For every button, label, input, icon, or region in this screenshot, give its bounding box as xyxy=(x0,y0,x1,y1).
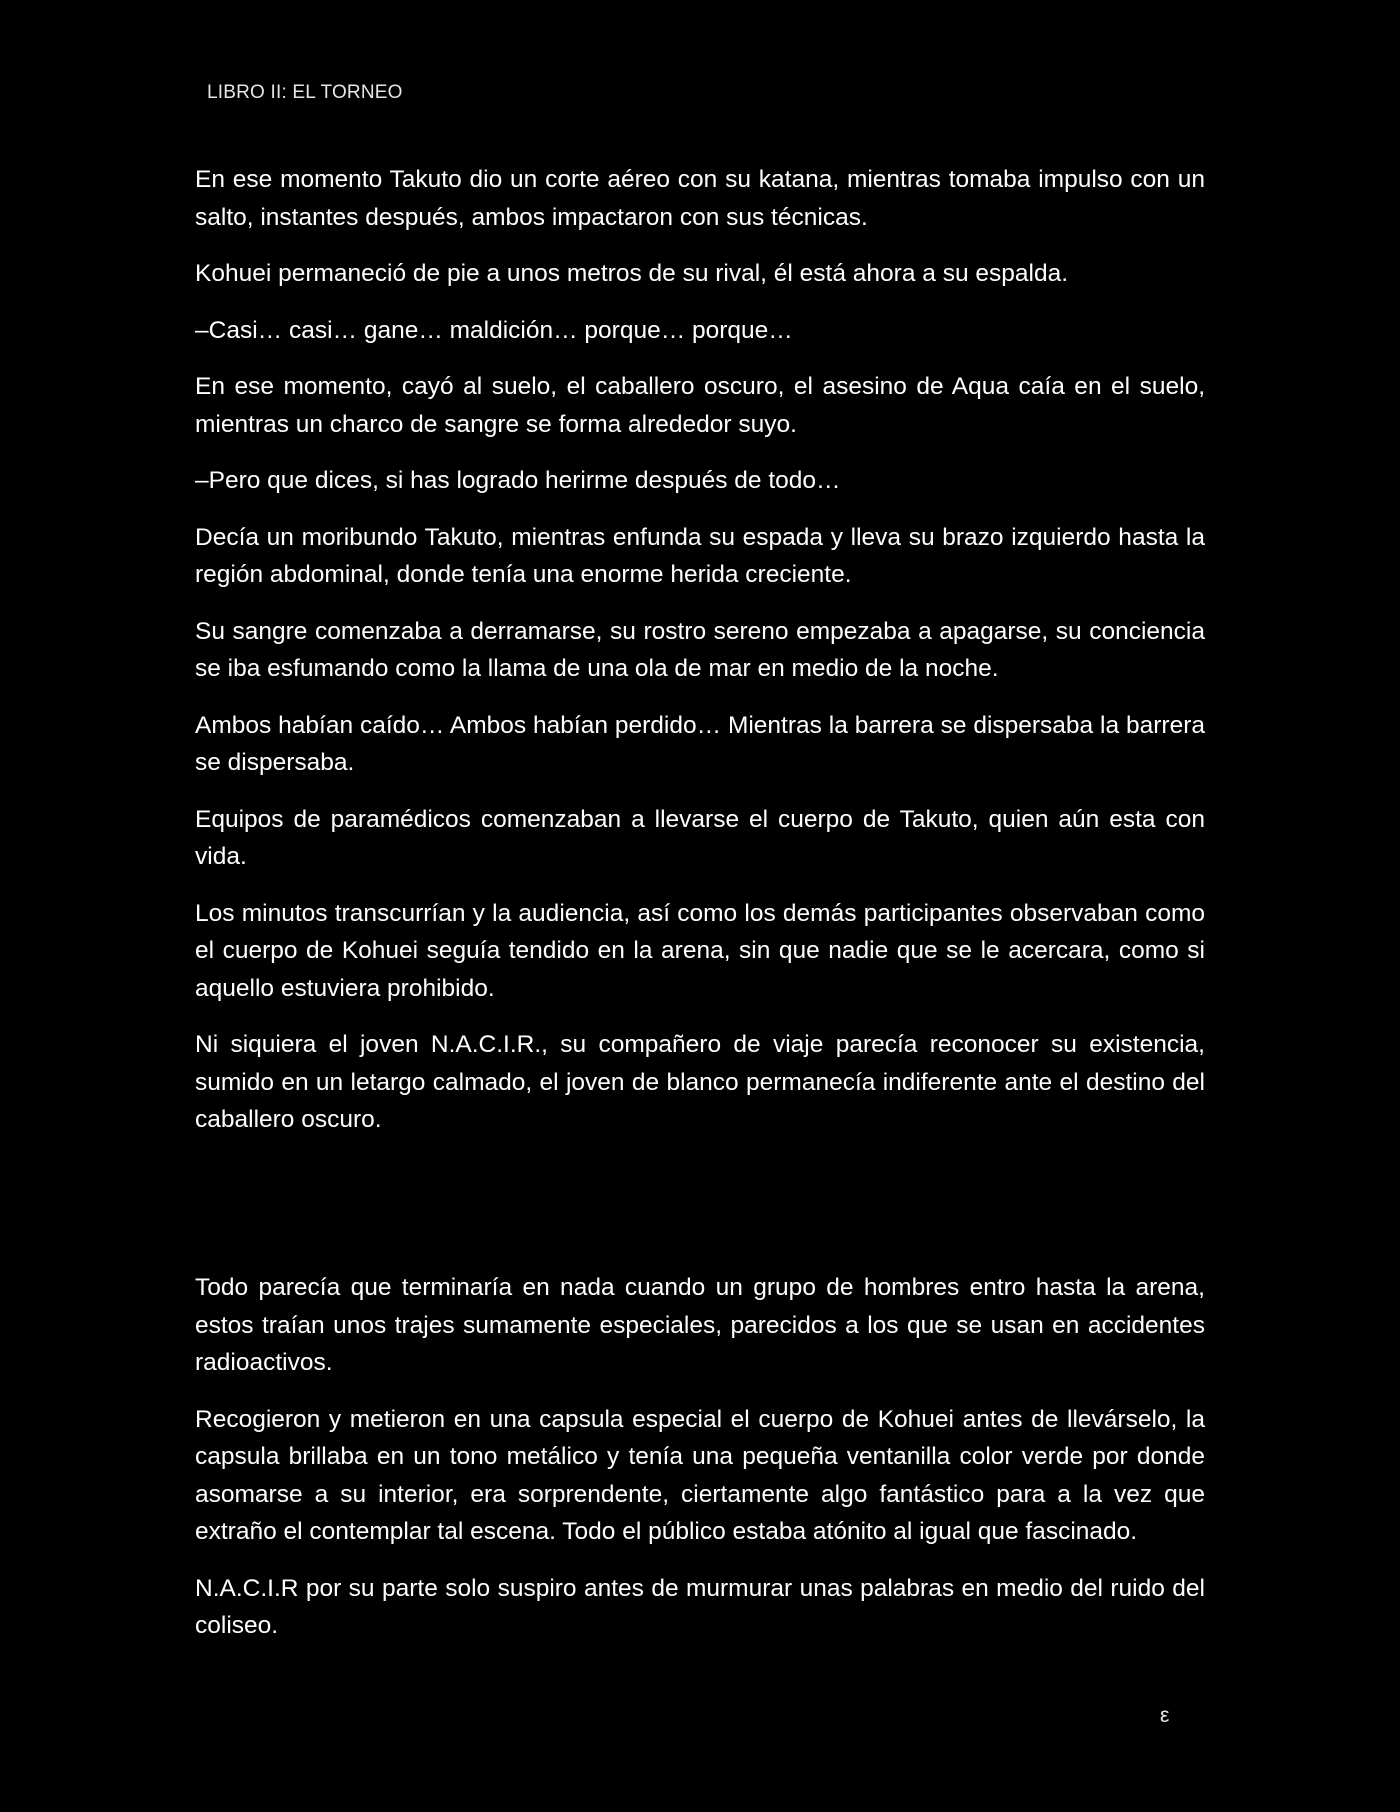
paragraph: –Casi… casi… gane… maldición… porque… porque… xyxy=(195,316,793,344)
paragraph: Decía un moribundo Takuto, mientras enfunda su espada y lleva su brazo izquierdo hasta la región abdominal, donde tenía una enorme herida creciente. xyxy=(195,523,1205,588)
paragraph: N.A.C.I.R por su parte solo suspiro antes de murmurar unas palabras en medio del ruido del coliseo. xyxy=(195,1574,1205,1639)
paragraph: Kohuei permaneció de pie a unos metros de su rival, él está ahora a su espalda. xyxy=(195,260,1069,287)
paragraph: En ese momento, cayó al suelo, el caballero oscuro, el asesino de Aqua caía en el suelo, mientras un charco de sangre se forma alrededor suyo. xyxy=(195,373,1205,438)
paragraph: Recogieron y metieron en una capsula especial el cuerpo de Kohuei antes de llevárselo, la capsula brillaba en un tono metálico y tenía una pequeña ventanilla color verde por donde asomarse a su interior, era sorprendente, ciertamente algo fantástico para a la vez que extraño el contemplar tal escena. Todo el público estaba atónito al igual que fascinado. xyxy=(195,1405,1205,1545)
running-header: LIBRO II: EL TORNEO xyxy=(207,82,403,103)
paragraph: En ese momento Takuto dio un corte aéreo con su katana, mientras tomaba impulso con un salto, instantes después, ambos impactaron con sus técnicas. xyxy=(195,166,1205,231)
text-section-two xyxy=(195,1269,1205,1664)
paragraph: Ambos habían caído… Ambos habían perdido… Mientras la barrera se dispersaba la barrera se dispersaba. xyxy=(195,711,1205,776)
paragraph: Su sangre comenzaba a derramarse, su rostro sereno empezaba a apagarse, su conciencia se iba esfumando como la llama de una ola de mar en medio de la noche. xyxy=(195,617,1205,682)
page-number: ε xyxy=(1160,1704,1170,1727)
paragraph: –Pero que dices, si has logrado herirme después de todo… xyxy=(195,467,841,494)
text-section-one xyxy=(195,161,1205,1158)
paragraph: Ni siquiera el joven N.A.C.I.R., su compañero de viaje parecía reconocer su existencia, sumido en un letargo calmado, el joven de blanco permanecía indiferente ante el destino del caballero oscuro. xyxy=(195,1031,1205,1133)
paragraph: Los minutos transcurrían y la audiencia, así como los demás participantes observaban como el cuerpo de Kohuei seguía tendido en la arena, sin que nadie que se le acercara, como si aquello estuviera prohibido. xyxy=(195,899,1205,1002)
paragraph: Equipos de paramédicos comenzaban a llevarse el cuerpo de Takuto, quien aún esta con vida. xyxy=(195,805,1205,870)
paragraph: Todo parecía que terminaría en nada cuando un grupo de hombres entro hasta la arena, estos traían unos trajes sumamente especiales, parecidos a los que se usan en accidentes radioactivos. xyxy=(195,1274,1205,1376)
